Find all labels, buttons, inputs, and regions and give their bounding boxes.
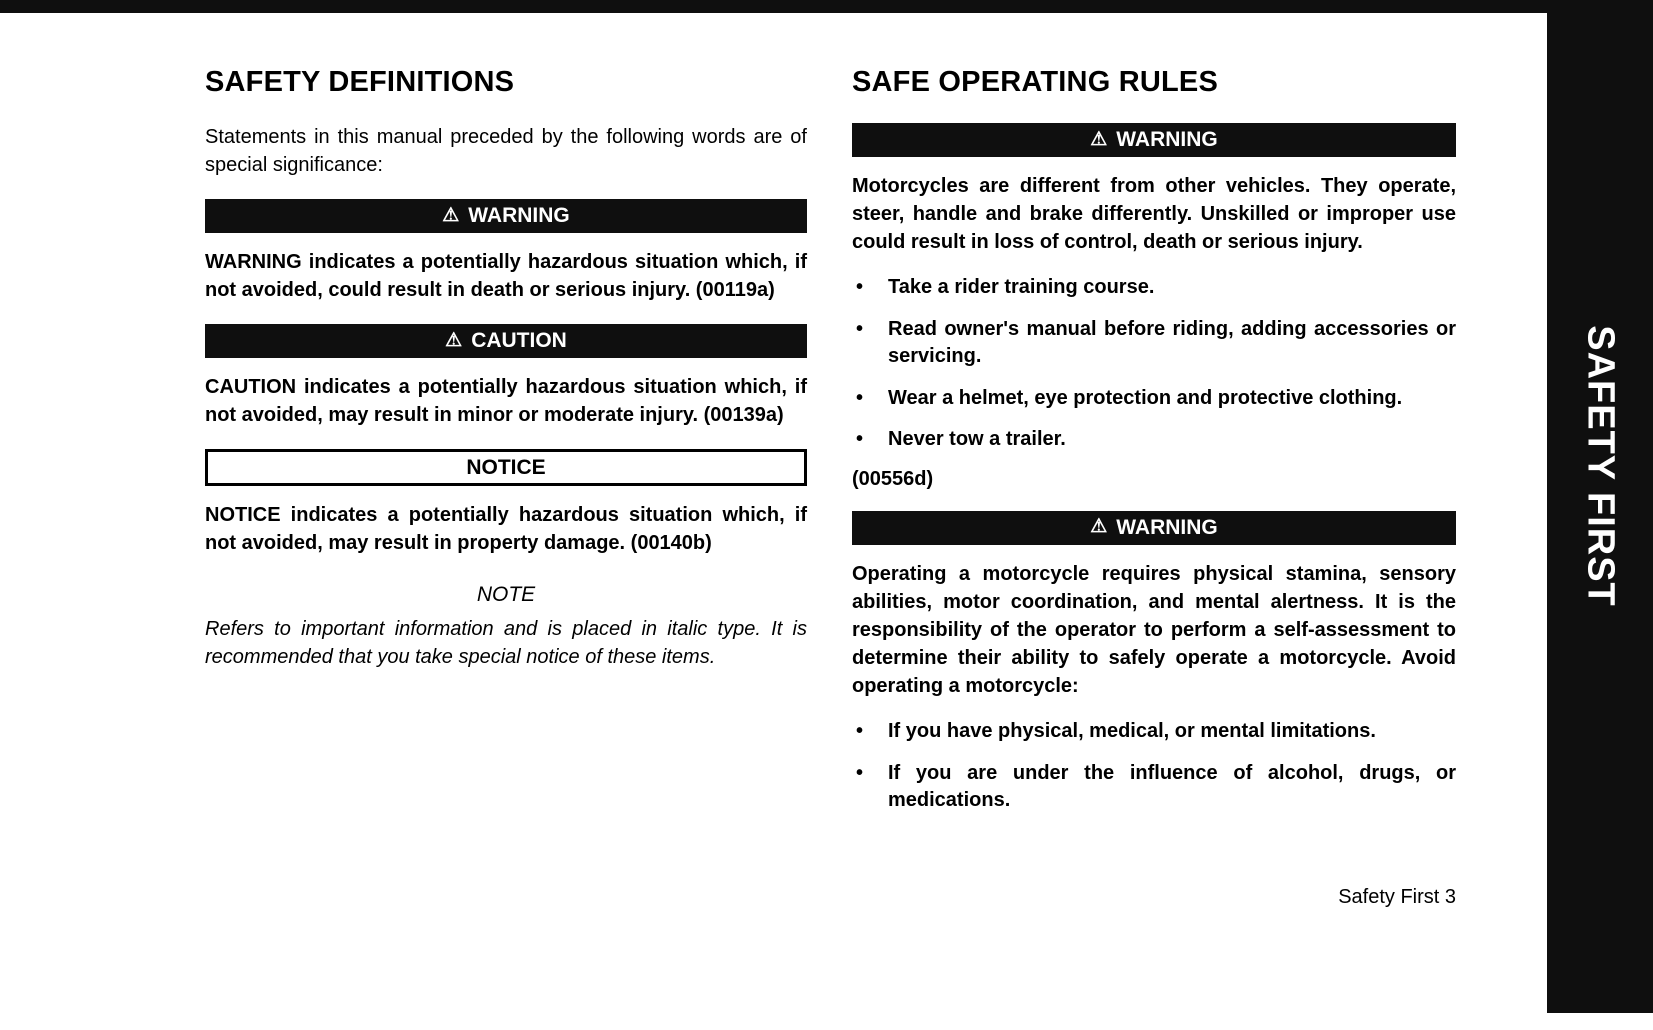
list-item bbox=[852, 385, 1456, 413]
list-item-text: Take a rider training course. bbox=[888, 276, 1155, 298]
caution-banner-label: CAUTION bbox=[471, 329, 567, 352]
safety-definitions-section bbox=[205, 66, 807, 689]
bullet-icon: • bbox=[856, 276, 864, 298]
list-item-text: Read owner's manual before riding, adding accessories or servicing. bbox=[888, 317, 1456, 368]
top-black-bar bbox=[0, 0, 1653, 13]
list-item-text: Wear a helmet, eye protection and protective clothing. bbox=[888, 386, 1403, 409]
operator-ability-warning-text: Operating a motorcycle requires physical stamina, sensory abilities, motor coordination, and mental alertness. It is the responsibility of the operator to perform a self-assessment to determine their ability to safely operate a motorcycle. Avoid operating a motorcycle: bbox=[852, 562, 1456, 697]
note-text: Refers to important information and is placed in italic type. It is recommended that you take special notice of these items. bbox=[205, 618, 807, 668]
safety-rules-list bbox=[852, 274, 1456, 454]
bullet-icon: • bbox=[856, 317, 864, 340]
safe-operating-rules-heading: SAFE OPERATING RULES bbox=[852, 66, 1218, 98]
reference-code: (00556d) bbox=[852, 467, 934, 490]
list-item-text: If you are under the influence of alcohol, drugs, or medications. bbox=[888, 761, 1456, 812]
safety-first-tab bbox=[1547, 0, 1653, 1013]
list-item-text: If you have physical, medical, or mental limitations. bbox=[888, 719, 1376, 742]
avoid-operating-list bbox=[852, 718, 1456, 815]
warning-icon: ⚠ bbox=[442, 204, 460, 226]
safe-operating-rules-section bbox=[852, 66, 1456, 829]
operating-warning-text: Motorcycles are different from other vehicles. They operate, steer, handle and brake differently. Unskilled or improper use could result in loss of control, death or serious injury. bbox=[852, 175, 1456, 253]
warning-icon: ⚠ bbox=[1090, 128, 1108, 150]
list-item bbox=[852, 426, 1456, 454]
bullet-icon: • bbox=[856, 719, 864, 742]
notice-banner bbox=[205, 449, 807, 486]
warning-banner bbox=[205, 199, 807, 233]
warning-banner bbox=[852, 123, 1456, 157]
list-item bbox=[852, 718, 1456, 746]
warning-banner-label: WARNING bbox=[468, 204, 570, 227]
list-item bbox=[852, 760, 1456, 815]
note-heading: NOTE bbox=[476, 583, 536, 606]
warning-banner bbox=[852, 511, 1456, 545]
page-footer: Safety First 3 bbox=[1338, 886, 1456, 908]
bullet-icon: • bbox=[856, 761, 864, 784]
caution-definition-text: CAUTION indicates a potentially hazardous situation which, if not avoided, may result in minor or moderate injury. (00139a) bbox=[205, 376, 807, 426]
list-item bbox=[852, 274, 1456, 302]
bullet-icon: • bbox=[856, 386, 864, 409]
notice-definition-text: NOTICE indicates a potentially hazardous situation which, if not avoided, may result in property damage. (00140b) bbox=[205, 504, 807, 554]
list-item-text: Never tow a trailer. bbox=[888, 428, 1066, 451]
warning-banner-label: WARNING bbox=[1116, 515, 1218, 539]
caution-banner bbox=[205, 324, 807, 358]
bullet-icon: • bbox=[856, 428, 864, 451]
list-item bbox=[852, 316, 1456, 371]
safety-definitions-intro: Statements in this manual preceded by the following words are of special significance: bbox=[205, 126, 807, 176]
warning-icon: ⚠ bbox=[1090, 516, 1108, 538]
warning-banner-label: WARNING bbox=[1116, 128, 1218, 151]
notice-banner-label: NOTICE bbox=[466, 455, 546, 479]
safety-definitions-heading: SAFETY DEFINITIONS bbox=[205, 66, 515, 98]
safety-first-tab-label: SAFETY FIRST bbox=[1579, 325, 1622, 607]
warning-icon: ⚠ bbox=[445, 329, 463, 351]
warning-definition-text: WARNING indicates a potentially hazardous situation which, if not avoided, could result in death or serious injury. (00119a) bbox=[205, 251, 807, 301]
